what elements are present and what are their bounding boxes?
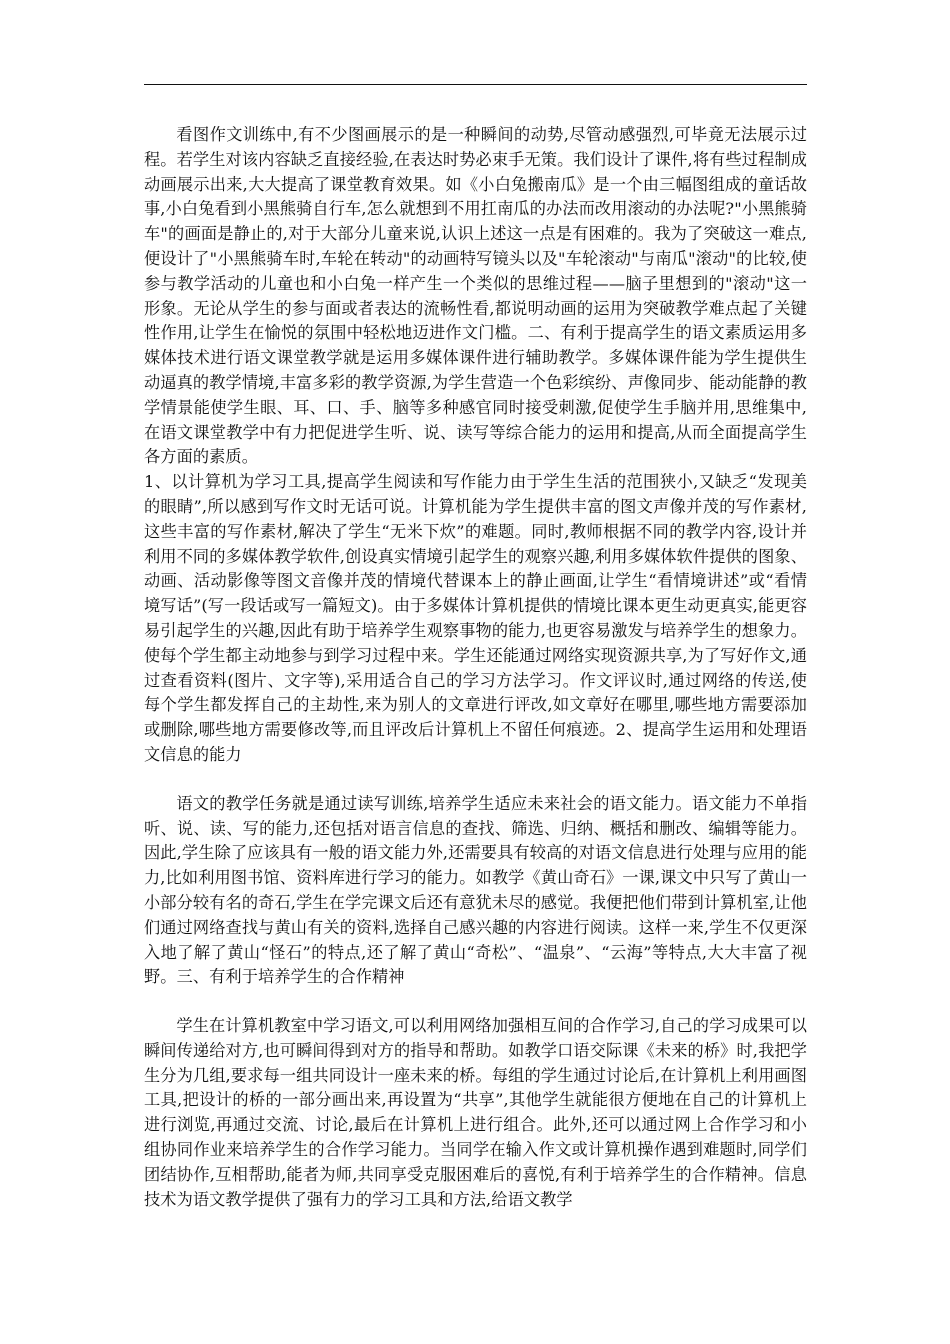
paragraph-cooperation: 学生在计算机教室中学习语文,可以利用网络加强相互间的合作学习,自己的学习成果可以瞬间传递给对方,也可瞬间得到对方的指导和帮助。如教学口语交际课《未来的桥》时,我把学生分为几组,要求每一组共同设计一座未来的桥。每组的学生通过讨论后,在计算机上利用画图工具,把设计的桥的一部分画出来,再设置为“共享”,其他学生就能很方便地在自己的计算机上进行浏览,再通过交流、讨论,最后在计算机上进行组合。此外,还可以通过网上合作学习和小组协同作业来培养学生的合作学习能力。当同学在输入作文或计算机操作遇到难题时,同学们团结协作,互相帮助,能者为师,共同享受克服困难后的喜悦,有利于培养学生的合作精神。信息技术为语文教学提供了强有力的学习工具和方法,给语文教学 [144, 1016, 807, 1209]
paragraph-gap [144, 990, 807, 1014]
document-body [144, 123, 807, 1212]
paragraph-reading-writing: 1、以计算机为学习工具,提高学生阅读和写作能力由于学生生活的范围狭小,又缺乏“发现美的眼睛”,所以感到写作文时无话可说。计算机能为学生提供丰富的图文声像并茂的写作素材,这些丰富的写作素材,解决了学生“无米下炊”的难题。同时,教师根据不同的教学内容,设计并利用不同的多媒体教学软件,创设真实情境引起学生的观察兴趣,利用多媒体软件提供的图象、动画、活动影像等图文音像并茂的情境代替课本上的静止画面,让学生“看情境讲述”或“看情境写话”(写一段话或写一篇短文)。由于多媒体计算机提供的情境比课本更生动更真实,能更容易引起学生的兴趣,因此有助于培养学生观察事物的能力,也更容易激发与培养学生的想象力。使每个学生都主动地参与到学习过程中来。学生还能通过网络实现资源共享,为了写好作文,通过查看资料(图片、文字等),采用适合自己的学习方法学习。作文评议时,通过网络的传送,使每个学生都发挥自己的主劫性,来为别人的文章进行评改,如文章好在哪里,哪些地方需要添加或删除,哪些地方需要修改等,而且评改后计算机上不留任何痕迹。2、提高学生运用和处理语文信息的能力 [144, 472, 807, 764]
paragraph-language-information: 语文的教学任务就是通过读写训练,培养学生适应未来社会的语文能力。语文能力不单指听、说、读、写的能力,还包括对语言信息的查找、筛选、归纳、概括和删改、编辑等能力。因此,学生除了应该具有一般的语文能力外,还需要具有较高的对语文信息进行处理与应用的能力,比如利用图书馆、资料库进行学习的能力。如教学《黄山奇石》一课,课文中只写了黄山一小部分较有名的奇石,学生在学完课文后还有意犹未尽的感觉。我便把他们带到计算机室,让他们通过网络查找与黄山有关的资料,选择自己感兴趣的内容进行阅读。这样一来,学生不仅更深入地了解了黄山“怪石”的特点,还了解了黄山“奇松”、“温泉”、“云海”等特点,大大丰富了视野。三、有利于培养学生的合作精神 [144, 793, 807, 987]
paragraph-gap [144, 768, 807, 792]
paragraph-picture-composition: 看图作文训练中,有不少图画展示的是一种瞬间的动势,尽管动感强烈,可毕竟无法展示过程。若学生对该内容缺乏直接经验,在表达时势必束手无策。我们设计了课件,将有些过程制成动画展示出来,大大提高了课堂教育效果。如《小白兔搬南瓜》是一个由三幅图组成的童话故事,小白兔看到小黑熊骑自行车,怎么就想到不用扛南瓜的办法而改用滚动的办法呢?"小黑熊骑车"的画面是静止的,对于大部分儿童来说,认识上述这一点是有困难的。我为了突破这一难点,便设计了"小黑熊骑车时,车轮在转动"的动画特写镜头以及"车轮滚动"与南瓜"滚动"的比较,使参与教学活动的儿童也和小白兔一样产生一个类似的思维过程——脑子里想到的"滚动"这一形象。无论从学生的参与面或者表达的流畅性看,都说明动画的运用为突破教学难点起了关键性作用,让学生在愉悦的氛围中轻松地迈进作文门槛。二、有利于提高学生的语文素质运用多媒体技术进行语文课堂教学就是运用多媒体课件进行辅助教学。多媒体课件能为学生提供生动逼真的教学情境,丰富多彩的教学资源,为学生营造一个色彩缤纷、声像同步、能动能静的教学情景能使学生眼、耳、口、手、脑等多种感官同时接受刺激,促使学生手脑并用,思维集中,在语文课堂教学中有力把促进学生听、说、读写等综合能力的运用和提高,从而全面提高学生各方面的素质。 [144, 125, 807, 467]
header-rule [144, 84, 807, 85]
